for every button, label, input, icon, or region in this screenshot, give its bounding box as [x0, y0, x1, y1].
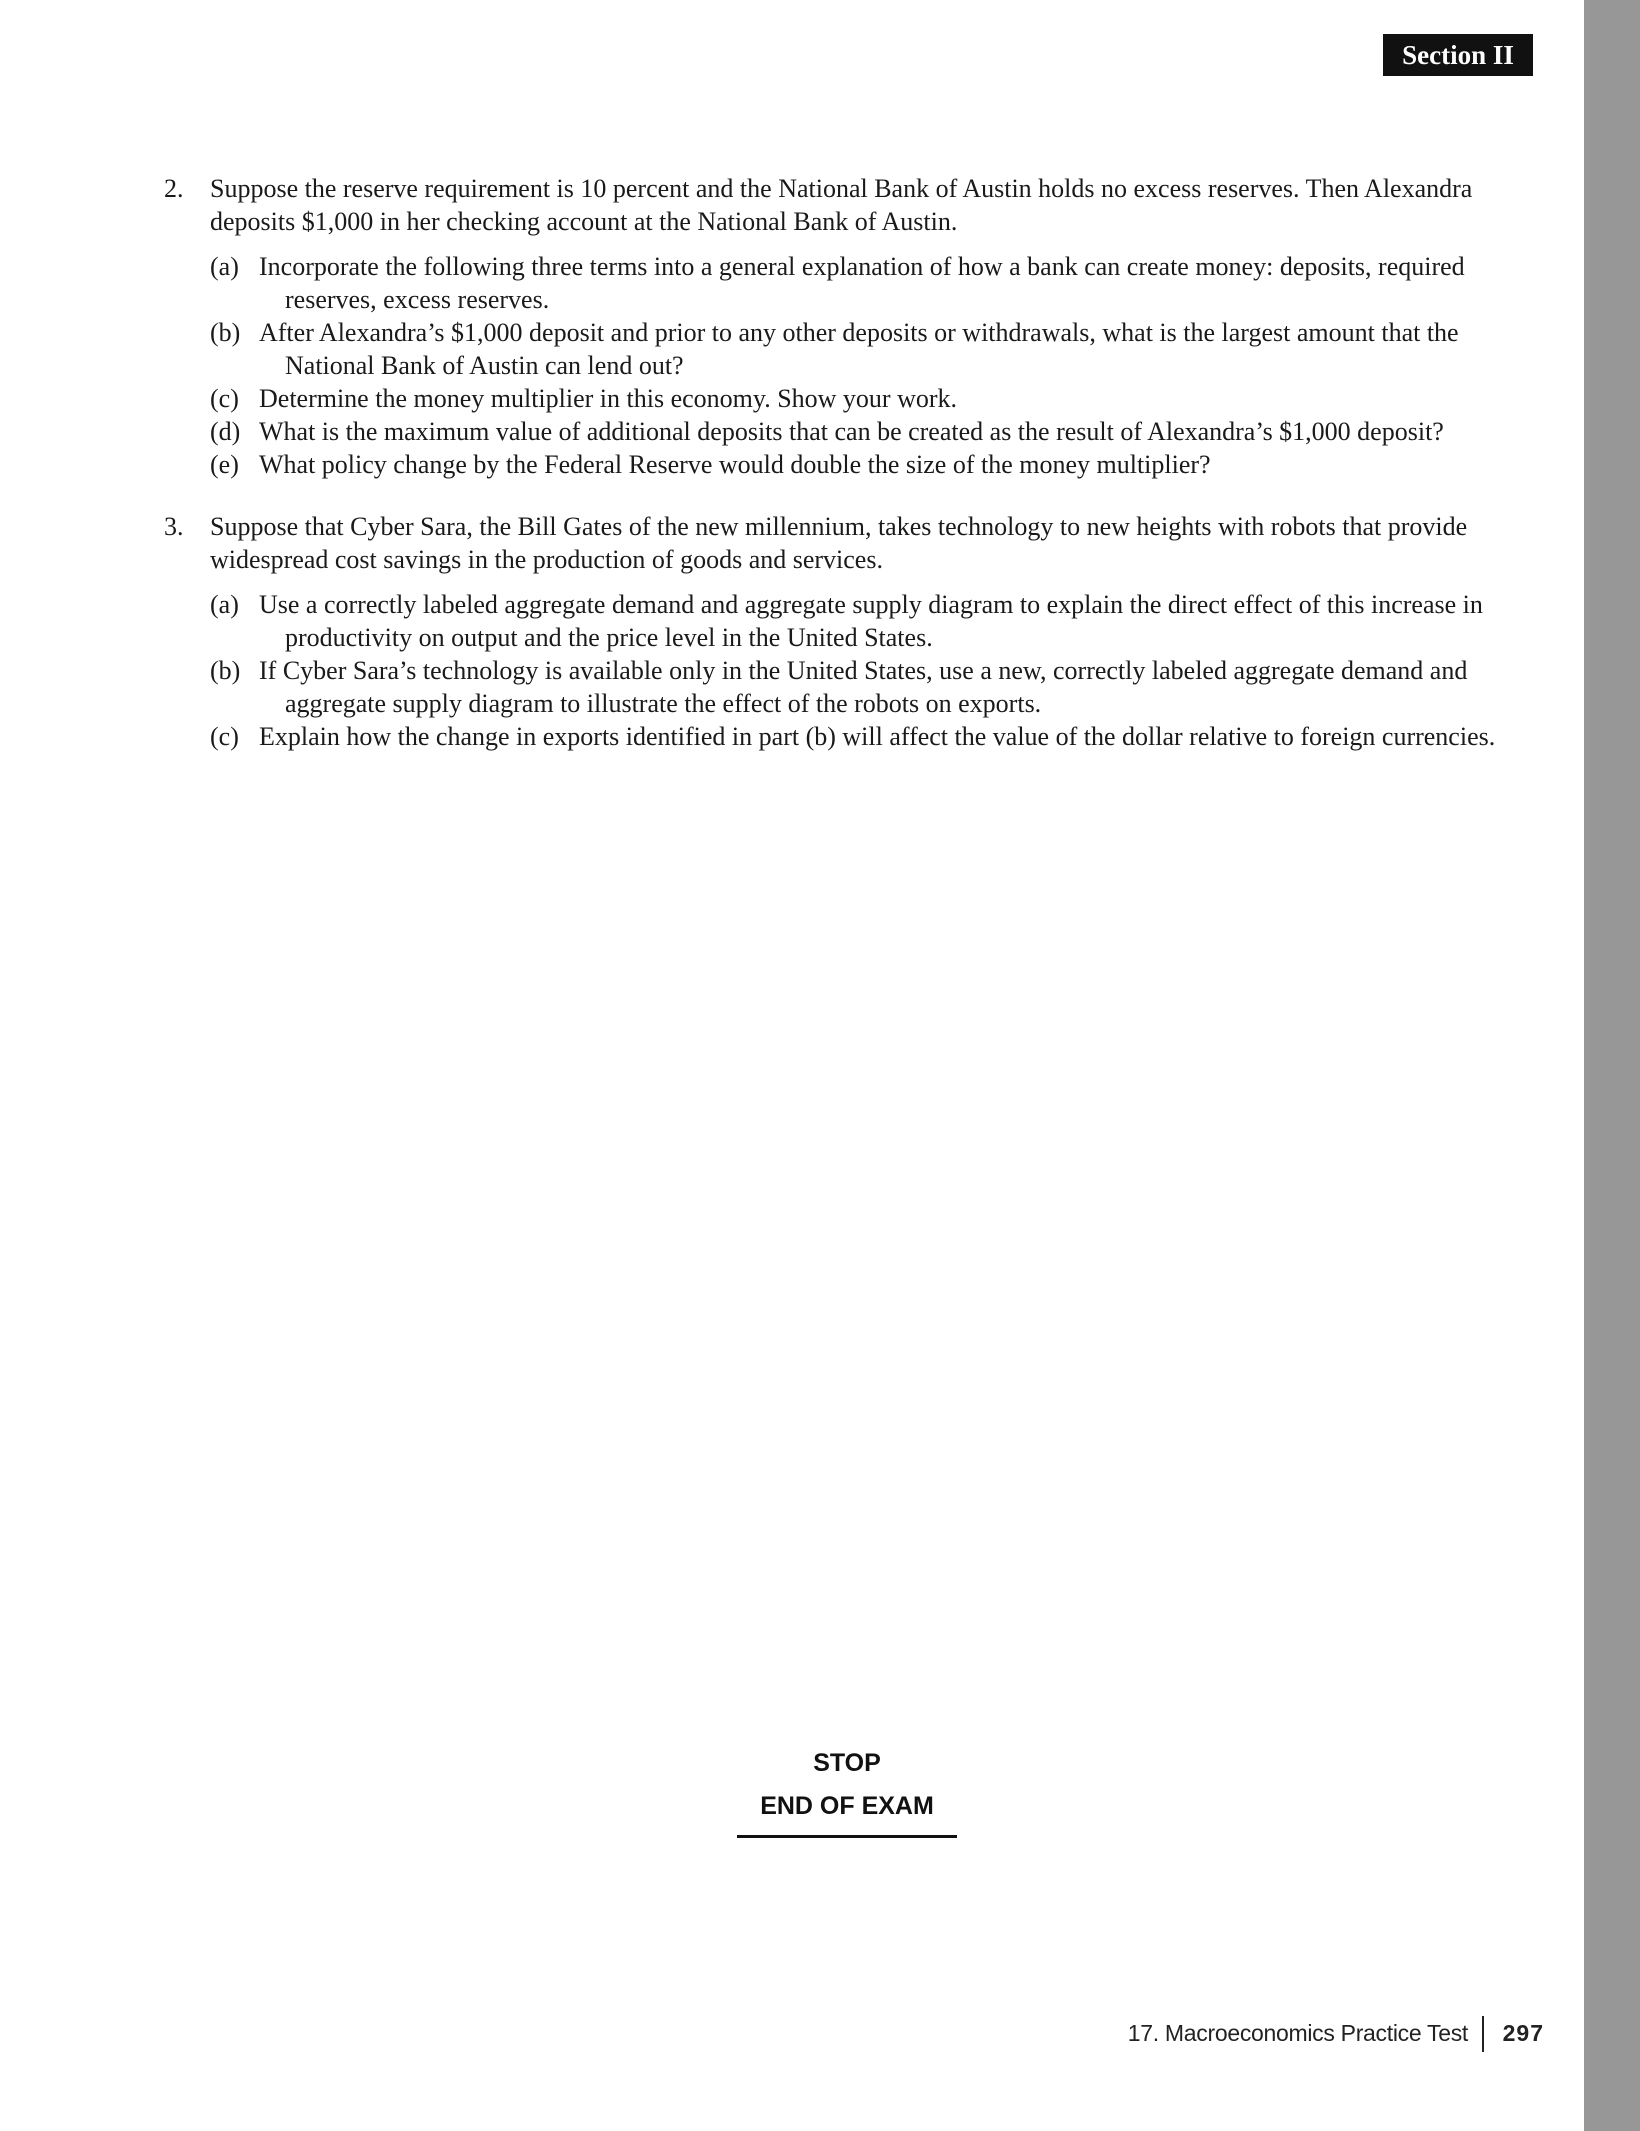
end-of-exam-block	[737, 1748, 957, 1838]
part-letter: (b)	[210, 656, 241, 685]
part-letter: (d)	[210, 417, 241, 446]
part-text: What is the maximum value of additional deposits that can be created as the result of Alexandra’s $1,000 deposit?	[259, 417, 1444, 446]
part-letter: (a)	[210, 252, 239, 281]
part-text: Determine the money multiplier in this economy. Show your work.	[259, 384, 958, 413]
question-3	[164, 510, 1536, 753]
question-part	[210, 415, 1536, 448]
page-edge-tab	[1584, 0, 1640, 2131]
part-text: After Alexandra’s $1,000 deposit and prior to any other deposits or withdrawals, what is the largest amount that the National Bank of Austin can lend out?	[259, 318, 1459, 380]
question-part	[210, 448, 1536, 481]
part-letter: (a)	[210, 590, 239, 619]
part-letter: (c)	[210, 384, 239, 413]
question-stem	[164, 510, 1536, 576]
part-text: What policy change by the Federal Reserve would double the size of the money multiplier?	[259, 450, 1211, 479]
end-rule	[737, 1835, 957, 1838]
part-text: Incorporate the following three terms into a general explanation of how a bank can create money: deposits, required reserves, excess reserves.	[259, 252, 1465, 314]
question-parts	[210, 588, 1536, 753]
section-label: Section II	[1383, 34, 1533, 76]
question-part	[210, 720, 1536, 753]
question-part	[210, 382, 1536, 415]
question-part	[210, 316, 1536, 382]
stop-label: STOP	[813, 1749, 881, 1777]
footer-divider	[1482, 2016, 1484, 2052]
question-parts	[210, 250, 1536, 481]
page-footer	[1080, 2016, 1544, 2052]
question-number: 2.	[164, 174, 184, 203]
end-of-exam-label: END OF EXAM	[760, 1792, 934, 1820]
question-stem	[164, 172, 1536, 238]
question-text: Suppose the reserve requirement is 10 percent and the National Bank of Austin holds no excess reserves. Then Alexandra deposits $1,000 in her checking account at the National Bank of Austin.	[210, 174, 1473, 236]
part-letter: (e)	[210, 450, 239, 479]
chapter-title: 17. Macroeconomics Practice Test	[1127, 2020, 1468, 2046]
part-text: Use a correctly labeled aggregate demand and aggregate supply diagram to explain the direct effect of this increase in productivity on output and the price level in the United States.	[259, 590, 1483, 652]
part-text: Explain how the change in exports identified in part (b) will affect the value of the dollar relative to foreign currencies.	[259, 722, 1496, 751]
part-letter: (c)	[210, 722, 239, 751]
question-part	[210, 654, 1536, 720]
question-part	[210, 588, 1536, 654]
question-number: 3.	[164, 512, 184, 541]
question-part	[210, 250, 1536, 316]
page-number: 297	[1502, 2020, 1544, 2046]
question-2	[164, 172, 1536, 481]
part-letter: (b)	[210, 318, 241, 347]
part-text: If Cyber Sara’s technology is available only in the United States, use a new, correctly labeled aggregate demand and aggregate supply diagram to illustrate the effect of the robots on exports.	[259, 656, 1468, 718]
question-text: Suppose that Cyber Sara, the Bill Gates of the new millennium, takes technology to new heights with robots that provide widespread cost savings in the production of goods and services.	[210, 512, 1468, 574]
